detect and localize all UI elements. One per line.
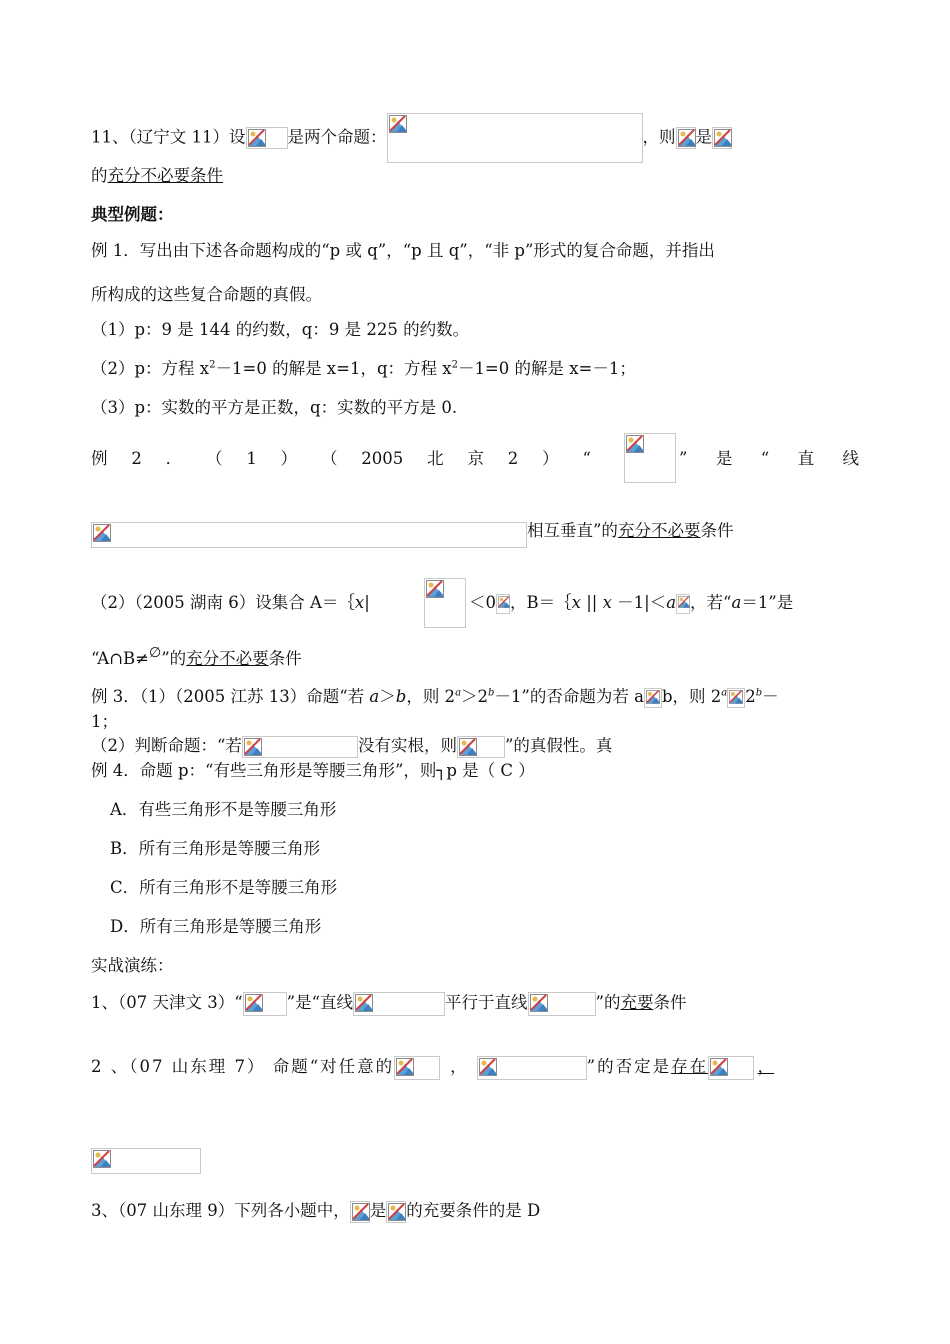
example-3-line-1: 例 3．（1）（2005 江苏 13）命题“若 a＞b，则 $2^a>2^b-1$”的否命题为若 a b，则 2$^a$ $2^b-$ bbox=[91, 687, 779, 706]
answer-underline: 充分不必要条件 bbox=[107, 166, 223, 185]
example-2-line-1: 例 2 ． （ 1 ） （ 2005 北 京 2 ） “ ” 是 “ 直 线 bbox=[91, 433, 859, 483]
image-placeholder-icon bbox=[424, 578, 466, 628]
empty-set-icon: ∅ bbox=[149, 645, 162, 661]
image-placeholder-icon bbox=[477, 1056, 587, 1080]
practice-2-image bbox=[91, 1148, 201, 1174]
practice-1: 1、（07 天津文 3）“ ”是“直线 平行于直线 ”的充要条件 bbox=[91, 992, 686, 1016]
section-heading-examples: 典型例题： bbox=[91, 205, 174, 224]
image-placeholder-icon bbox=[496, 594, 510, 614]
image-placeholder-icon bbox=[387, 113, 643, 163]
example-2-part-2-cont: “A∩B≠∅”的充分不必要条件 bbox=[91, 645, 302, 668]
image-placeholder-icon bbox=[353, 992, 445, 1016]
problem-11-line: 11、（辽宁文 11）设 是两个命题： ，则 是 bbox=[91, 113, 732, 163]
image-placeholder-icon bbox=[676, 127, 696, 149]
image-placeholder-icon bbox=[457, 736, 505, 758]
image-placeholder-icon bbox=[91, 1148, 201, 1174]
example-1-item-2: （2）p：方程 $x^2-1=0$ 的解是 x=1，q：方程 $x^2-1=0$ 的解是 x=－1； bbox=[91, 359, 636, 378]
image-placeholder-icon bbox=[676, 594, 690, 614]
image-placeholder-icon bbox=[242, 736, 358, 758]
example-4-question: 例 4．命题 p：“有些三角形是等腰三角形”，则┐p 是（ C ） bbox=[91, 761, 535, 780]
image-placeholder-icon bbox=[644, 688, 662, 708]
image-placeholder-icon bbox=[712, 127, 732, 149]
option-a: A．有些三角形不是等腰三角形 bbox=[110, 800, 337, 819]
practice-2: 2 、（07 山东理 7） 命题“对任意的 ， ”的否定是存在 ， bbox=[91, 1056, 859, 1080]
image-placeholder-icon bbox=[708, 1056, 754, 1080]
option-c: C．所有三角形不是等腰三角形 bbox=[110, 878, 338, 897]
example-3-part-2: （2）判断命题：“若 没有实根，则 ”的真假性。真 bbox=[91, 735, 612, 758]
section-heading-practice: 实战演练： bbox=[91, 956, 174, 975]
example-1-line-1: 例 1．写出由下述各命题构成的“p 或 q”，“p 且 q”，“非 p”形式的复合命题，并指出 bbox=[91, 241, 715, 260]
example-1-item-3: （3）p：实数的平方是正数，q：实数的平方是 0. bbox=[91, 398, 458, 417]
example-2-line-2: 相互垂直”的充分不必要条件 bbox=[91, 520, 733, 548]
example-1-line-2: 所构成的这些复合命题的真假。 bbox=[91, 285, 322, 304]
image-placeholder-icon bbox=[394, 1056, 440, 1080]
image-placeholder-icon bbox=[350, 1201, 370, 1223]
example-2-part-2: （2）（2005 湖南 6）设集合 A＝｛x| ＜0 ，B＝｛x || x －1|＜a ，若“a＝1”是 bbox=[91, 578, 859, 628]
problem-11-answer: 的充分不必要条件 bbox=[91, 166, 223, 185]
option-d: D．所有三角形是等腰三角形 bbox=[110, 917, 322, 936]
option-b: B．所有三角形是等腰三角形 bbox=[110, 839, 321, 858]
image-placeholder-icon bbox=[91, 522, 527, 548]
image-placeholder-icon bbox=[528, 992, 596, 1016]
image-placeholder-icon bbox=[386, 1201, 406, 1223]
image-placeholder-icon bbox=[243, 992, 287, 1016]
practice-3: 3、（07 山东理 9）下列各小题中， 是 的充要条件的是 D bbox=[91, 1200, 540, 1223]
example-3-line-1-cont: 1； bbox=[91, 712, 118, 731]
image-placeholder-icon bbox=[727, 688, 745, 708]
example-1-item-1: （1）p：9 是 144 的约数，q：9 是 225 的约数。 bbox=[91, 320, 470, 339]
image-placeholder-icon bbox=[246, 127, 288, 149]
image-placeholder-icon bbox=[624, 433, 676, 483]
